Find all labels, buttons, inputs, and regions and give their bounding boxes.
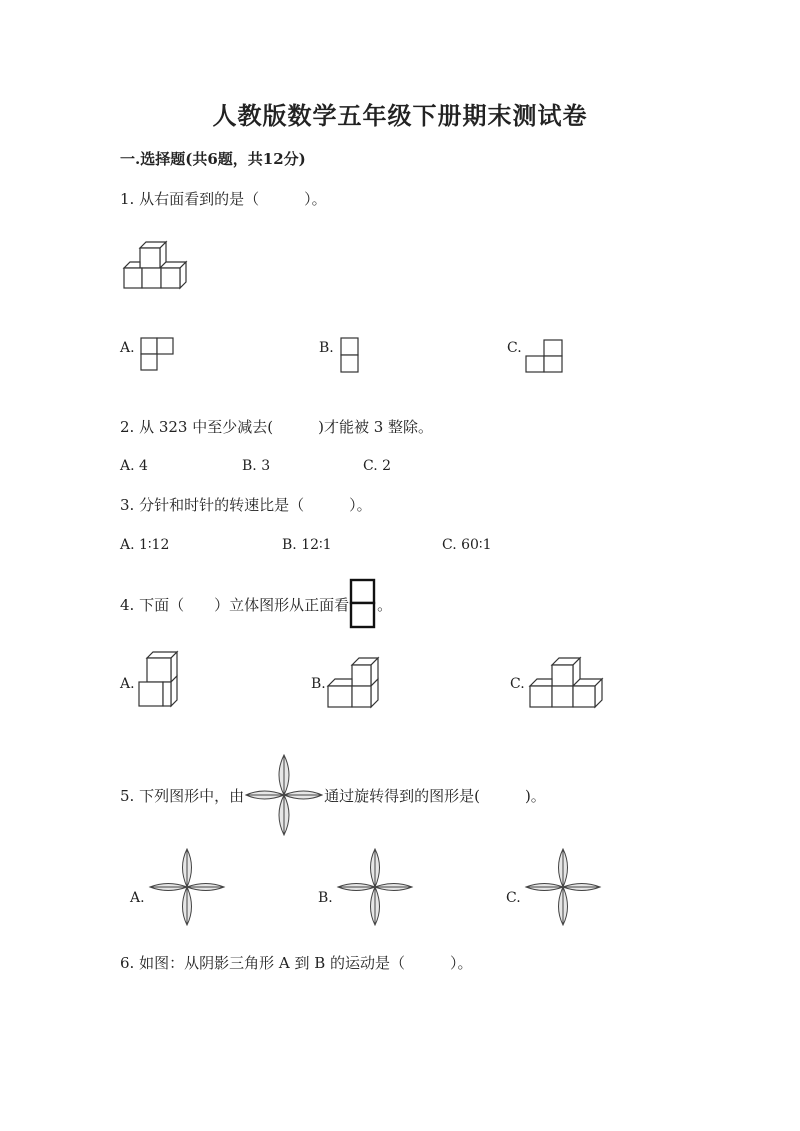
section-heading: 一.选择题(共6题，共12分) (120, 150, 306, 168)
q4-option-b[interactable]: B. (311, 676, 326, 692)
q5-option-a-figure (148, 847, 226, 927)
q1-option-c[interactable]: C. (507, 340, 522, 356)
q1-option-b-figure (340, 337, 360, 373)
q1-cube-figure (120, 242, 190, 292)
q3-option-c[interactable]: C. 60∶1 (442, 537, 492, 553)
question-4-line (120, 576, 392, 632)
q5-option-a[interactable]: A. (130, 890, 145, 906)
question-5-line (120, 750, 546, 840)
q2-option-c[interactable]: C. 2 (363, 458, 392, 474)
q4-option-c[interactable]: C. (510, 676, 525, 692)
q5-option-b-figure (336, 847, 414, 927)
q5-flower-figure (244, 753, 324, 837)
q4-option-b-figure (328, 658, 380, 710)
question-2-text: 2. 从 323 中至少减去( )才能被 3 整除。 (120, 418, 434, 436)
q4-option-a-figure (139, 650, 181, 710)
q1-option-c-figure (525, 339, 565, 373)
q4-option-c-figure (528, 658, 604, 710)
question-4-text-end: 。 (377, 595, 393, 614)
page-title: 人教版数学五年级下册期末测试卷 (212, 101, 588, 130)
q3-option-a[interactable]: A. 1∶12 (120, 537, 170, 553)
q5-option-c[interactable]: C. (506, 890, 521, 906)
question-3-text: 3. 分针和时针的转速比是（ ）。 (120, 496, 372, 514)
q2-option-a[interactable]: A. 4 (120, 458, 148, 474)
q1-option-a-figure (140, 337, 176, 373)
q4-front-view-figure (349, 578, 377, 630)
q3-option-b[interactable]: B. 12∶1 (282, 537, 332, 553)
q5-option-c-figure (524, 847, 602, 927)
question-5-text: 5. 下列图形中，由 (120, 786, 245, 805)
question-6-text: 6. 如图：从阴影三角形 A 到 B 的运动是（ ）。 (120, 954, 473, 972)
q1-option-a[interactable]: A. (120, 340, 135, 356)
q1-option-b[interactable]: B. (319, 340, 334, 356)
q2-option-b[interactable]: B. 3 (242, 458, 271, 474)
question-4-text: 4. 下面（ ）立体图形从正面看 (120, 595, 350, 614)
question-1-text: 1. 从右面看到的是（ ）。 (120, 190, 327, 208)
q4-option-a[interactable]: A. (120, 676, 135, 692)
q5-option-b[interactable]: B. (318, 890, 333, 906)
question-5-text-end: 通过旋转得到的图形是( )。 (324, 786, 546, 805)
